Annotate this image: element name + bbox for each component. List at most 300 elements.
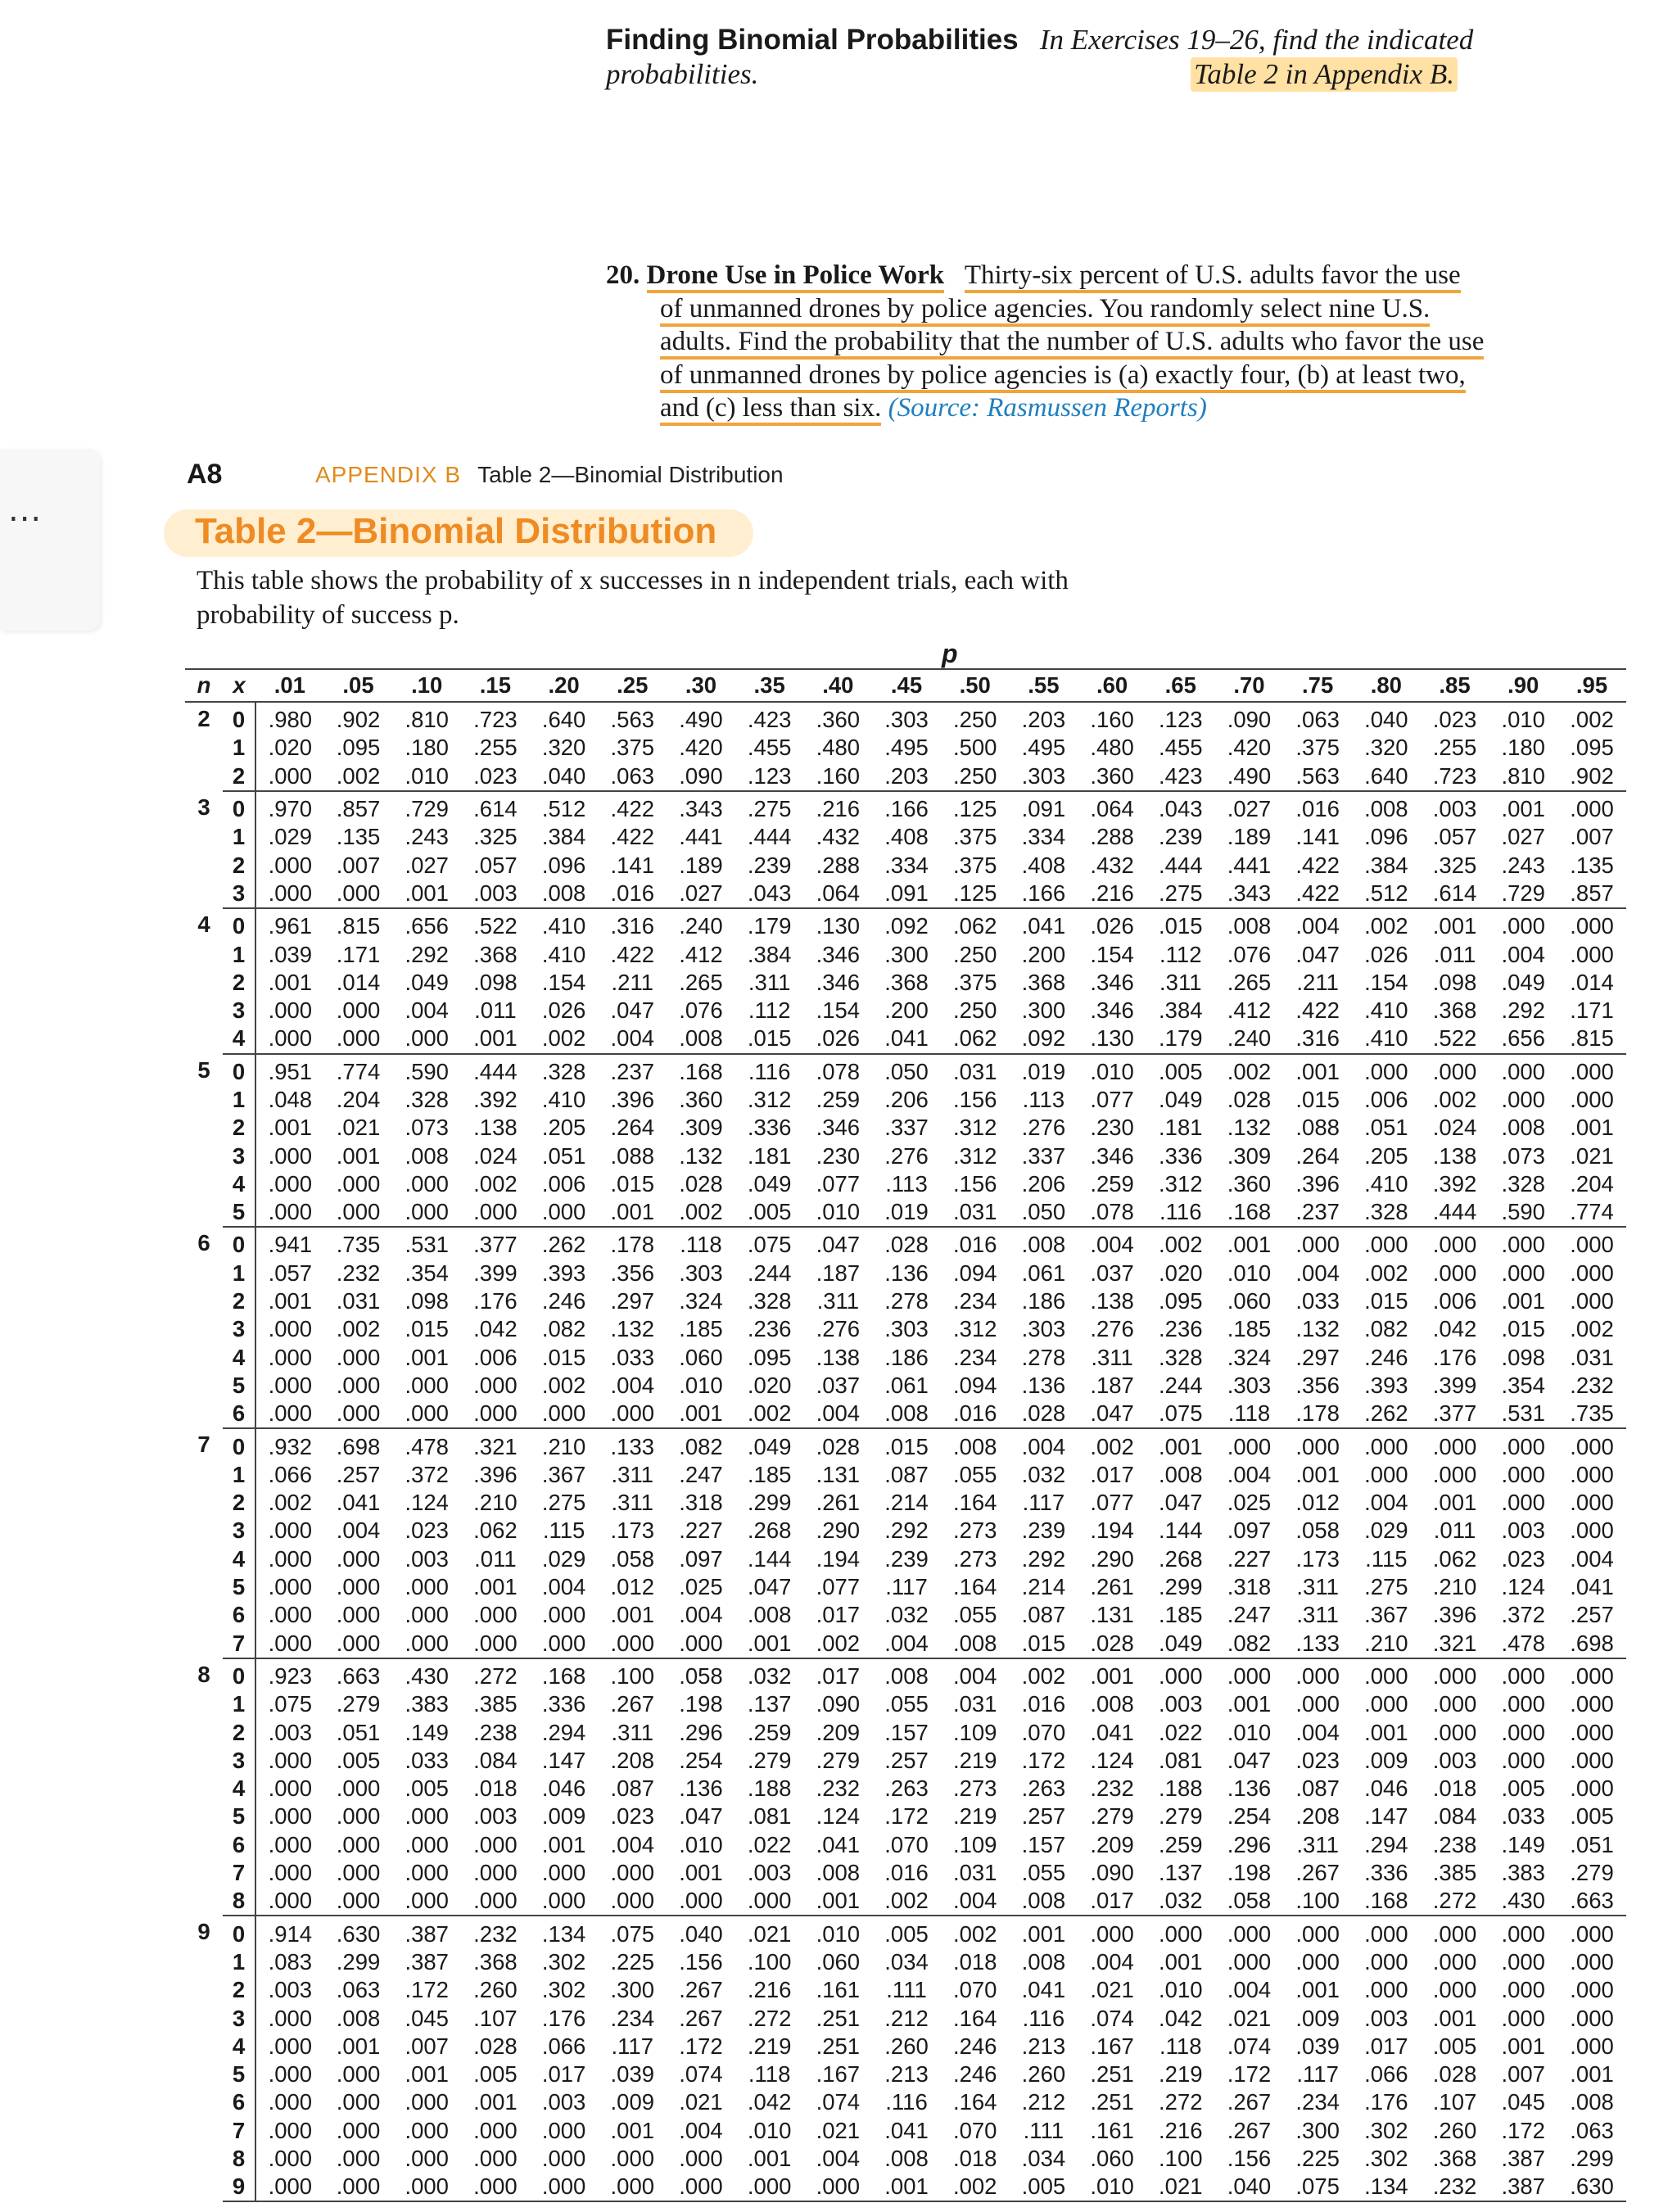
probability-cell: .061 <box>884 1372 929 1398</box>
probability-cell: .002 <box>1364 1260 1408 1286</box>
probability-cell: .172 <box>405 1977 449 2003</box>
table-row <box>185 1859 1626 1887</box>
probability-cell: .260 <box>1021 2061 1066 2088</box>
probability-cell: .346 <box>816 1115 861 1141</box>
probability-cell: .002 <box>1090 1433 1134 1459</box>
probability-cell: .237 <box>610 1058 655 1084</box>
probability-cell: .000 <box>541 1602 586 1628</box>
probability-cell: .656 <box>405 913 449 939</box>
probability-cell: .000 <box>1364 1461 1408 1487</box>
probability-cell: .040 <box>1364 707 1408 733</box>
probability-cell: .004 <box>610 1372 655 1398</box>
probability-cell: .260 <box>1432 2117 1477 2143</box>
probability-cell: .001 <box>1159 1433 1203 1459</box>
probability-cell: .563 <box>610 707 655 733</box>
probability-cell: .263 <box>884 1775 929 1802</box>
probability-cell: .057 <box>1432 824 1477 850</box>
probability-cell: .531 <box>1489 1400 1557 1428</box>
probability-cell: .001 <box>1295 1461 1340 1487</box>
x-value: 0 <box>223 791 255 823</box>
probability-cell: .000 <box>336 2061 381 2088</box>
probability-cell: .522 <box>473 913 518 939</box>
x-value: 1 <box>223 823 255 851</box>
probability-cell: .000 <box>268 1170 313 1196</box>
probability-cell: .001 <box>268 1288 313 1314</box>
p-header: .90 <box>1489 669 1557 702</box>
probability-cell: .000 <box>473 1831 518 1857</box>
probability-cell: .016 <box>1295 796 1340 822</box>
probability-cell: .060 <box>679 1344 723 1370</box>
probability-cell: .902 <box>336 707 381 733</box>
probability-cell: .095 <box>747 1344 792 1370</box>
probability-cell: .166 <box>884 796 929 822</box>
n-header: n <box>185 669 223 702</box>
probability-cell: .028 <box>816 1433 861 1459</box>
probability-cell: .123 <box>1159 707 1203 733</box>
probability-cell: .200 <box>1021 941 1066 967</box>
probability-cell: .176 <box>473 1288 518 1314</box>
probability-cell: .001 <box>1295 1977 1340 2003</box>
probability-cell: .000 <box>268 852 313 878</box>
probability-cell: .325 <box>1432 852 1477 878</box>
probability-cell: .001 <box>610 1602 655 1628</box>
probability-cell: .005 <box>884 1920 929 1947</box>
probability-cell: .088 <box>1295 1115 1340 1141</box>
probability-cell: .172 <box>884 1803 929 1830</box>
probability-cell: .064 <box>804 880 873 908</box>
probability-cell: .810 <box>405 707 449 733</box>
probability-cell: .075 <box>747 1232 792 1258</box>
probability-cell: .236 <box>747 1316 792 1342</box>
probability-cell: .027 <box>1501 824 1545 850</box>
exercise-text-line-1: Thirty-six percent of U.S. adults favor the use <box>965 260 1461 293</box>
probability-cell: .000 <box>324 1025 393 1053</box>
probability-cell: .302 <box>1364 2145 1408 2171</box>
probability-cell: .000 <box>473 1372 518 1398</box>
probability-cell: .011 <box>474 1545 517 1572</box>
probability-cell: .290 <box>816 1518 861 1544</box>
probability-cell: .002 <box>872 1887 941 1916</box>
probability-cell: .000 <box>1501 1490 1545 1516</box>
probability-cell: .005 <box>1570 1803 1614 1830</box>
probability-cell: .441 <box>1227 852 1272 878</box>
probability-cell: .239 <box>1159 824 1203 850</box>
probability-cell: .309 <box>1227 1142 1272 1169</box>
table-row <box>185 908 1626 940</box>
probability-cell: .392 <box>1432 1170 1477 1196</box>
probability-cell: .063 <box>336 1977 381 2003</box>
probability-cell: .015 <box>884 1433 929 1459</box>
probability-cell: .299 <box>1159 1574 1203 1600</box>
probability-cell: .000 <box>336 1545 381 1572</box>
probability-cell: .204 <box>1570 1170 1614 1196</box>
probability-cell: .027 <box>1227 796 1272 822</box>
probability-cell: .179 <box>1146 1025 1215 1053</box>
probability-cell: .124 <box>405 1490 449 1516</box>
probability-cell: .073 <box>1501 1142 1545 1169</box>
probability-cell: .251 <box>1090 2089 1134 2115</box>
probability-cell: .254 <box>1227 1803 1272 1830</box>
probability-cell: .075 <box>268 1691 313 1717</box>
probability-cell: .265 <box>679 969 723 995</box>
probability-cell: .002 <box>541 1372 586 1398</box>
probability-cell: .027 <box>405 852 449 878</box>
probability-cell: .176 <box>1364 2089 1408 2115</box>
probability-cell: .087 <box>610 1775 655 1802</box>
probability-cell: .090 <box>816 1691 861 1717</box>
probability-cell: .031 <box>952 1860 997 1886</box>
probability-cell: .010 <box>804 1198 873 1227</box>
probability-cell: .279 <box>1570 1860 1614 1886</box>
probability-cell: .010 <box>392 762 461 791</box>
probability-cell: .336 <box>747 1115 792 1141</box>
probability-cell: .372 <box>1501 1602 1545 1628</box>
exercise-20 <box>606 259 1580 425</box>
probability-cell: .422 <box>610 941 655 967</box>
probability-cell: .116 <box>1022 2005 1065 2031</box>
probability-cell: .276 <box>816 1316 861 1342</box>
probability-cell: .070 <box>952 1977 997 2003</box>
probability-cell: .000 <box>598 1630 667 1658</box>
probability-cell: .000 <box>255 1198 324 1227</box>
probability-cell: .123 <box>735 762 804 791</box>
probability-cell: .003 <box>461 880 530 908</box>
probability-cell: .001 <box>1501 2033 1545 2059</box>
probability-cell: .047 <box>1078 1400 1146 1428</box>
n-value: 9 <box>197 1919 210 1945</box>
probability-cell: .410 <box>1364 1170 1408 1196</box>
probability-cell: .430 <box>1489 1887 1557 1916</box>
probability-cell: .047 <box>747 1574 792 1600</box>
probability-cell: .078 <box>816 1058 861 1084</box>
x-value: 4 <box>223 1025 255 1053</box>
x-value: 2 <box>223 1976 255 2004</box>
probability-cell: .432 <box>1090 852 1134 878</box>
probability-cell: .000 <box>255 1887 324 1916</box>
probability-cell: .279 <box>336 1691 381 1717</box>
probability-cell: .257 <box>336 1461 381 1487</box>
probability-cell: .004 <box>941 1887 1010 1916</box>
probability-cell: .303 <box>884 1316 929 1342</box>
x-value: 3 <box>223 997 255 1025</box>
probability-cell: .025 <box>679 1574 723 1600</box>
probability-cell: .045 <box>405 2005 449 2031</box>
x-value: 0 <box>223 1054 255 1086</box>
more-options-icon[interactable]: ... <box>8 491 43 529</box>
probability-cell: .034 <box>884 1948 929 1975</box>
probability-cell: .004 <box>598 1025 667 1053</box>
probability-cell: .016 <box>1021 1691 1066 1717</box>
probability-cell: .656 <box>1489 1025 1557 1053</box>
probability-cell: .136 <box>1021 1372 1066 1398</box>
probability-cell: .000 <box>255 1630 324 1658</box>
probability-cell: .279 <box>816 1747 861 1773</box>
probability-cell: .640 <box>1352 762 1421 791</box>
probability-cell: .062 <box>952 913 997 939</box>
x-value: 4 <box>223 1545 255 1573</box>
probability-cell: .009 <box>610 2089 655 2115</box>
table-row <box>185 2060 1626 2088</box>
probability-cell: .000 <box>1570 2033 1614 2059</box>
probability-cell: .000 <box>268 1775 313 1802</box>
probability-cell: .857 <box>1557 880 1626 908</box>
probability-cell: .008 <box>405 1142 449 1169</box>
probability-cell: .031 <box>941 1198 1010 1227</box>
probability-cell: .212 <box>1021 2089 1066 2115</box>
table-row <box>185 734 1626 762</box>
probability-cell: .000 <box>1295 1662 1340 1689</box>
probability-cell: .010 <box>679 1831 723 1857</box>
probability-cell: .049 <box>1146 1630 1215 1658</box>
probability-cell: .000 <box>1570 1461 1614 1487</box>
probability-cell: .060 <box>1090 2145 1134 2171</box>
probability-cell: .857 <box>336 796 381 822</box>
probability-cell: .663 <box>1557 1887 1626 1916</box>
probability-cell: .723 <box>473 707 518 733</box>
probability-cell: .179 <box>747 913 792 939</box>
probability-cell: .318 <box>1227 1574 1272 1600</box>
probability-cell: .000 <box>268 1574 313 1600</box>
p-header: .10 <box>392 669 461 702</box>
x-value: 5 <box>223 1573 255 1601</box>
probability-cell: .003 <box>1501 1518 1545 1544</box>
probability-cell: .058 <box>1295 1518 1340 1544</box>
probability-cell: .000 <box>1570 1232 1614 1258</box>
probability-cell: .076 <box>679 997 723 1024</box>
probability-cell: .023 <box>405 1518 449 1544</box>
probability-cell: .324 <box>1227 1344 1272 1370</box>
x-value: 3 <box>223 2004 255 2032</box>
probability-cell: .000 <box>255 1025 324 1053</box>
probability-cell: .000 <box>1570 1288 1614 1314</box>
probability-cell: .000 <box>268 1344 313 1370</box>
probability-cell: .002 <box>667 1198 735 1227</box>
probability-cell: .000 <box>268 1803 313 1830</box>
probability-cell: .354 <box>1501 1372 1545 1398</box>
probability-cell: .000 <box>530 1630 599 1658</box>
probability-cell: .387 <box>405 1948 449 1975</box>
exercise-text-line-3: adults. Find the probability that the number of U.S. adults who favor the use <box>660 327 1484 360</box>
probability-cell: .914 <box>268 1920 313 1947</box>
probability-cell: .384 <box>1159 997 1203 1024</box>
probability-cell: .062 <box>941 1025 1010 1053</box>
probability-cell: .000 <box>1501 2005 1545 2031</box>
probability-cell: .234 <box>952 1288 997 1314</box>
probability-cell: .039 <box>1295 2033 1340 2059</box>
probability-cell: .303 <box>679 1260 723 1286</box>
probability-cell: .031 <box>952 1691 997 1717</box>
probability-cell: .001 <box>1570 1115 1614 1141</box>
probability-cell: .208 <box>1295 1803 1340 1830</box>
probability-cell: .047 <box>610 997 655 1024</box>
table-row <box>185 880 1626 908</box>
probability-cell: .299 <box>336 1948 381 1975</box>
probability-cell: .328 <box>747 1288 792 1314</box>
probability-cell: .392 <box>473 1087 518 1112</box>
probability-cell: .007 <box>1570 824 1614 850</box>
probability-cell: .171 <box>1570 997 1614 1024</box>
probability-cell: .455 <box>1159 735 1203 761</box>
probability-cell: .008 <box>530 880 599 908</box>
probability-cell: .092 <box>1010 1025 1078 1053</box>
probability-cell: .003 <box>405 1545 449 1572</box>
probability-cell: .041 <box>884 2117 929 2143</box>
appendix-header <box>315 462 784 488</box>
probability-cell: .246 <box>952 2061 997 2088</box>
probability-cell: .001 <box>405 2061 449 2088</box>
table-row <box>185 1803 1626 1830</box>
probability-cell: .000 <box>1227 1662 1272 1689</box>
probability-cell: .051 <box>541 1142 586 1169</box>
probability-cell: .000 <box>268 1142 313 1169</box>
probability-cell: .002 <box>1159 1232 1203 1258</box>
probability-cell: .316 <box>610 913 655 939</box>
probability-cell: .047 <box>1227 1747 1272 1773</box>
probability-cell: .001 <box>667 1400 735 1428</box>
probability-cell: .000 <box>1159 1662 1203 1689</box>
probability-cell: .048 <box>268 1087 313 1112</box>
probability-cell: .000 <box>405 1602 449 1628</box>
probability-cell: .000 <box>1570 1920 1614 1947</box>
probability-cell: .003 <box>473 1803 518 1830</box>
probability-cell: .136 <box>679 1775 723 1802</box>
probability-cell: .181 <box>747 1142 792 1169</box>
probability-cell: .272 <box>1159 2089 1203 2115</box>
p-header: .05 <box>324 669 393 702</box>
probability-cell: .149 <box>1501 1831 1545 1857</box>
probability-cell: .046 <box>541 1775 586 1802</box>
p-header: .15 <box>461 669 530 702</box>
probability-cell: .234 <box>952 1344 997 1370</box>
probability-cell: .410 <box>1352 1025 1421 1053</box>
probability-cell: .167 <box>1090 2033 1134 2059</box>
probability-cell: .262 <box>1352 1400 1421 1428</box>
probability-cell: .278 <box>884 1288 929 1314</box>
probability-cell: .000 <box>268 1372 313 1398</box>
probability-cell: .014 <box>1570 969 1614 995</box>
probability-cell: .172 <box>679 2033 723 2059</box>
probability-cell: .377 <box>1421 1400 1489 1428</box>
table-row <box>185 1658 1626 1690</box>
probability-cell: .000 <box>1432 1977 1477 2003</box>
probability-cell: .219 <box>1159 2061 1203 2088</box>
probability-cell: .490 <box>679 707 723 733</box>
probability-cell: .393 <box>1364 1372 1408 1398</box>
probability-cell: .001 <box>1501 1288 1545 1314</box>
probability-cell: .047 <box>679 1803 723 1830</box>
table-row <box>185 2117 1626 2145</box>
probability-cell: .116 <box>885 2089 928 2115</box>
probability-cell: .049 <box>405 969 449 995</box>
probability-cell: .075 <box>1146 1400 1215 1428</box>
probability-cell: .134 <box>1352 2173 1421 2201</box>
table-row <box>185 1545 1626 1573</box>
probability-cell: .303 <box>884 707 929 733</box>
x-value: 3 <box>223 1315 255 1343</box>
table-row <box>185 1775 1626 1803</box>
probability-cell: .008 <box>1501 1115 1545 1141</box>
probability-cell: .021 <box>1227 2005 1272 2031</box>
probability-cell: .000 <box>392 1400 461 1428</box>
n-value: 2 <box>197 706 210 731</box>
probability-cell: .022 <box>1159 1719 1203 1745</box>
probability-cell: .260 <box>473 1977 518 2003</box>
probability-cell: .000 <box>530 1887 599 1916</box>
probability-cell: .774 <box>336 1058 381 1084</box>
probability-cell: .423 <box>747 707 792 733</box>
probability-cell: .000 <box>735 1887 804 1916</box>
probability-cell: .297 <box>1295 1344 1340 1370</box>
probability-cell: .042 <box>1432 1316 1477 1342</box>
probability-cell: .320 <box>1364 735 1408 761</box>
probability-cell: .214 <box>884 1490 929 1516</box>
probability-cell: .060 <box>816 1948 861 1975</box>
probability-cell: .000 <box>461 2173 530 2201</box>
exercise-instructions <box>606 23 1580 92</box>
probability-cell: .008 <box>336 2005 381 2031</box>
probability-cell: .004 <box>1295 1719 1340 1745</box>
probability-cell: .050 <box>1010 1198 1078 1227</box>
probability-cell: .000 <box>405 1574 449 1600</box>
probability-cell: .000 <box>1432 1058 1477 1084</box>
probability-cell: .227 <box>1227 1545 1272 1572</box>
probability-cell: .138 <box>1432 1142 1477 1169</box>
probability-cell: .041 <box>1090 1719 1134 1745</box>
probability-cell: .368 <box>1021 969 1066 995</box>
probability-cell: .815 <box>336 913 381 939</box>
p-header: .01 <box>255 669 324 702</box>
probability-cell: .130 <box>816 913 861 939</box>
exercise-section-text: In Exercises 19–26, find the indicated <box>1039 24 1474 56</box>
probability-cell: .004 <box>1021 1433 1066 1459</box>
x-value: 2 <box>223 1114 255 1142</box>
probability-cell: .081 <box>1159 1747 1203 1773</box>
probability-cell: .166 <box>1010 880 1078 908</box>
table-row <box>185 1517 1626 1545</box>
probability-cell: .375 <box>1295 735 1340 761</box>
probability-cell: .234 <box>610 2005 655 2031</box>
probability-cell: .028 <box>679 1170 723 1196</box>
probability-cell: .058 <box>1215 1887 1284 1916</box>
probability-cell: .002 <box>952 1920 997 1947</box>
probability-cell: .003 <box>1432 1747 1477 1773</box>
probability-cell: .004 <box>541 1574 586 1600</box>
table-row <box>185 851 1626 879</box>
probability-cell: .144 <box>747 1545 792 1572</box>
probability-cell: .000 <box>1432 1662 1477 1689</box>
probability-cell: .311 <box>1159 969 1202 995</box>
probability-cell: .000 <box>679 2145 723 2171</box>
probability-cell: .008 <box>1021 1232 1066 1258</box>
probability-cell: .003 <box>1432 796 1477 822</box>
x-value: 7 <box>223 1630 255 1658</box>
probability-cell: .028 <box>884 1232 929 1258</box>
probability-cell: .000 <box>268 2033 313 2059</box>
probability-cell: .097 <box>679 1545 723 1572</box>
probability-cell: .046 <box>1364 1775 1408 1802</box>
binomial-table <box>185 668 1626 2202</box>
probability-cell: .000 <box>1501 913 1545 939</box>
probability-cell: .302 <box>1364 2117 1408 2143</box>
probability-cell: .000 <box>405 1372 449 1398</box>
probability-cell: .001 <box>1295 1058 1340 1084</box>
probability-cell: .000 <box>1432 1232 1477 1258</box>
probability-cell: .000 <box>1570 941 1614 967</box>
table-row <box>185 1630 1626 1658</box>
probability-cell: .194 <box>1090 1518 1134 1544</box>
probability-cell: .091 <box>872 880 941 908</box>
table-row <box>185 1573 1626 1601</box>
